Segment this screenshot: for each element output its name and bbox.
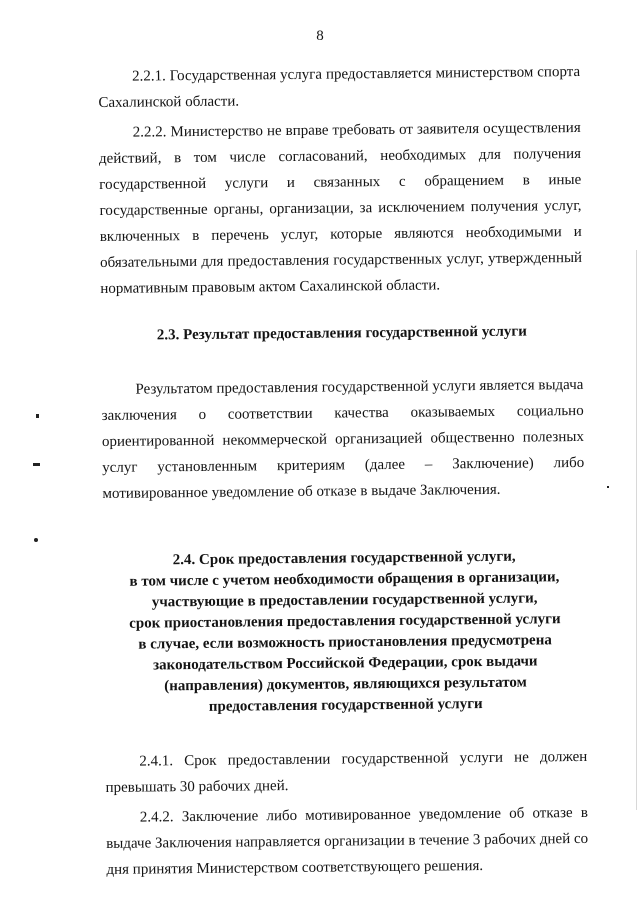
scan-speck [33,463,40,466]
heading-line: срок приостановления предоставления государственной услуги [129,611,561,632]
section-heading-2-4 [103,546,587,719]
heading-line: предоставления государственной услуги [208,696,483,715]
paragraph-2-2-2: 2.2.2. Министерство не вправе требовать от заявителя осуществления действий, в том числе согласований, необходимых для получения государственной услуги и связанных с обращением в иные государственные органы, организации, за исключением получения услуг, включенных в перечень услуг, которые являются необходимыми и обязательными для предоставления государственных услуг, утвержденный нормативным правовым актом Сахалинской области. [98,119,583,297]
heading-line: (направления) документов, являющихся результатом [164,674,527,695]
paragraph-2-3: Результатом предоставления государственной услуги является выдача заключения о соответствии качества оказываемых социально ориентированной некоммерческой организацией общественно полезных услуг установленным критериям (далее – Заключение) либо мотивированное уведомление об отказе в выдаче Заключения. [101,376,585,502]
heading-line: участвующие в предоставлении государственной услуги, [151,590,538,611]
section-heading-2-3: 2.3. Результат предоставления государственной услуги [156,323,527,344]
heading-line: законодательством Российской Федерации, срок выдачи [152,653,538,674]
page-number: 8 [316,28,324,44]
scan-speck [36,414,39,418]
scan-speck [34,538,38,542]
heading-line: 2.4. Срок предоставления государственной услуги, [172,548,516,569]
document-body [98,59,589,883]
paragraph-2-4-2: 2.4.2. Заключение либо мотивированное уведомление об отказе в выдаче Заключения направляется организации в течение 3 рабочих дней со дня принятия Министерством соответствующего решения. [106,804,589,878]
paragraph-2-2-1: 2.2.1. Государственная услуга предоставляется министерством спорта Сахалинской области. [98,63,581,111]
heading-line: в случае, если возможность приостановления предусмотрена [138,632,552,653]
paragraph-2-4-1: 2.4.1. Срок предоставлении государственной услуги не должен превышать 30 рабочих дней. [105,748,588,796]
heading-line: в том числе с учетом необходимости обращения в организации, [129,569,560,590]
scan-edge-line [636,250,637,810]
scan-speck [607,486,609,488]
